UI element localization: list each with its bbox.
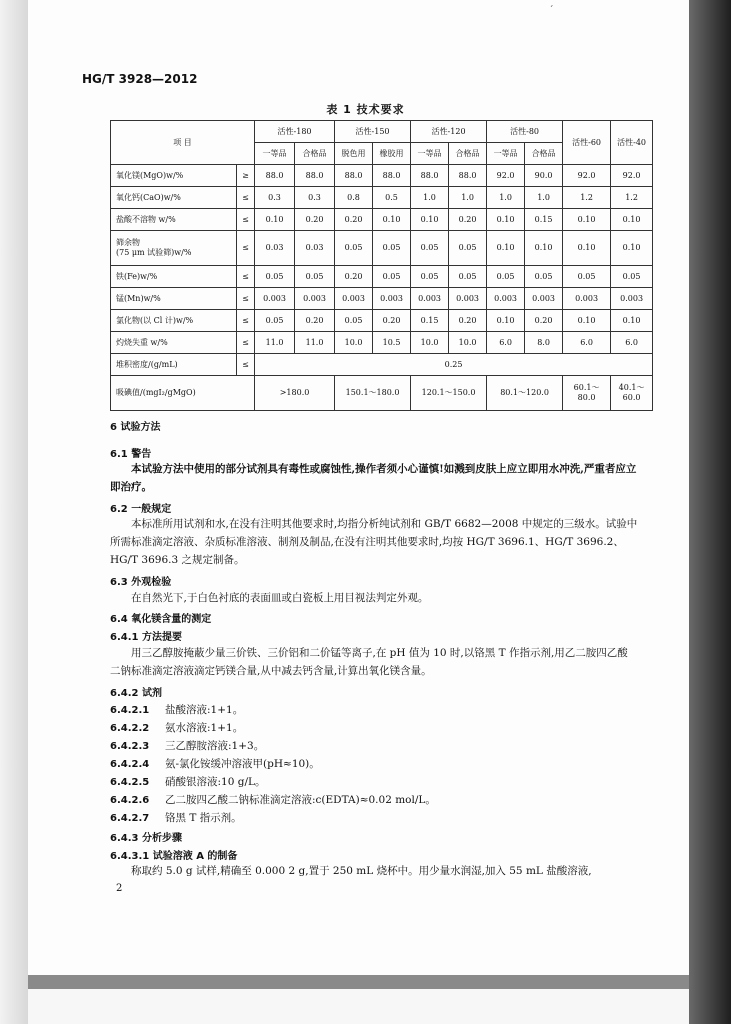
table-cell: 0.003 xyxy=(255,288,295,310)
table-cell: 0.10 xyxy=(255,209,295,231)
section-heading: 6.4 氧化镁含量的测定 xyxy=(110,614,212,625)
table-cell: 10.0 xyxy=(449,332,487,354)
range-low: 40.1～ xyxy=(618,383,645,392)
table-cell: 0.3 xyxy=(255,187,295,209)
table-cell: 0.5 xyxy=(373,187,411,209)
table-cell: 0.05 xyxy=(411,266,449,288)
row-label: 锰(Mn)w/% xyxy=(111,288,237,310)
table-cell: 0.05 xyxy=(411,231,449,266)
row-label-line: 筛余物 xyxy=(116,238,140,247)
row-label: 氧化钙(CaO)w/% xyxy=(111,187,237,209)
grade-header: 脱色用 xyxy=(335,143,373,165)
row-label: 铁(Fe)w/% xyxy=(111,266,237,288)
table-cell: 0.20 xyxy=(335,266,373,288)
row-label xyxy=(111,231,237,266)
table-cell: 0.003 xyxy=(295,288,335,310)
table-cell: 1.0 xyxy=(487,187,525,209)
grade-header: 合格品 xyxy=(525,143,563,165)
table-cell: 0.3 xyxy=(295,187,335,209)
table-cell: 0.10 xyxy=(373,209,411,231)
limit-symbol: ≤ xyxy=(237,310,255,332)
table-cell: 0.20 xyxy=(525,310,563,332)
table-cell: 0.10 xyxy=(487,310,525,332)
reagent-item: 6.4.2.4 氨-氯化铵缓冲溶液甲(pH≈10)。 xyxy=(110,758,320,770)
table-cell: 1.0 xyxy=(411,187,449,209)
table-cell: 92.0 xyxy=(611,165,653,187)
limit-symbol: ≤ xyxy=(237,332,255,354)
table-cell: 0.05 xyxy=(449,266,487,288)
limit-symbol: ≤ xyxy=(237,231,255,266)
scan-mark: ˊ xyxy=(549,6,554,16)
table-cell: 6.0 xyxy=(563,332,611,354)
table-cell: 0.20 xyxy=(449,209,487,231)
table-row xyxy=(111,266,653,288)
group-header: 活性-40 xyxy=(611,121,653,165)
table-cell: 0.05 xyxy=(373,231,411,266)
table-cell: 0.003 xyxy=(487,288,525,310)
table-cell: 0.10 xyxy=(563,209,611,231)
standard-number: HG/T 3928—2012 xyxy=(82,72,198,86)
table-cell: 120.1～150.0 xyxy=(411,376,487,411)
page-number: 2 xyxy=(116,883,123,894)
limit-symbol: ≤ xyxy=(237,266,255,288)
table-cell: 10.0 xyxy=(411,332,449,354)
table-cell: 0.10 xyxy=(611,209,653,231)
item-header: 项 目 xyxy=(111,121,255,165)
table-cell: 1.0 xyxy=(449,187,487,209)
row-label: 灼烧失重 w/% xyxy=(111,332,237,354)
table-cell: 0.8 xyxy=(335,187,373,209)
range-low: 60.1～ xyxy=(573,383,600,392)
table-cell: 0.05 xyxy=(563,266,611,288)
table-cell: 0.10 xyxy=(563,231,611,266)
table-cell: 0.003 xyxy=(335,288,373,310)
table-cell: 0.05 xyxy=(373,266,411,288)
table-row xyxy=(111,187,653,209)
table-cell: 8.0 xyxy=(525,332,563,354)
limit-symbol: ≤ xyxy=(237,354,255,376)
body-paragraph: 本标准所用试剂和水,在没有注明其他要求时,均指分析纯试剂和 GB/T 6682—2008 中规定的三级水。试验中所需标准滴定溶液、杂质标准溶液、制剂及制品,在没有注明其他要求时,均按 HG/T 3696.1、HG/T 3696.2、HG/T 3696.3 之规定制备。 xyxy=(110,518,638,566)
table-cell: 0.05 xyxy=(295,266,335,288)
body-paragraph: 称取约 5.0 g 试样,精确至 0.000 2 g,置于 250 mL 烧杯中。用少量水润湿,加入 55 mL 盐酸溶液, xyxy=(131,865,592,877)
table-cell: 92.0 xyxy=(563,165,611,187)
table-cell: 80.1～120.0 xyxy=(487,376,563,411)
table-cell: 11.0 xyxy=(295,332,335,354)
table-cell: 0.05 xyxy=(449,231,487,266)
limit-symbol: ≤ xyxy=(237,288,255,310)
limit-symbol: ≤ xyxy=(237,187,255,209)
row-label: 氧化镁(MgO)w/% xyxy=(111,165,237,187)
table-title: 表 1 技术要求 xyxy=(326,103,405,116)
table-cell: 0.20 xyxy=(335,209,373,231)
table-cell: 1.2 xyxy=(563,187,611,209)
table-cell: 0.003 xyxy=(525,288,563,310)
table-cell: 1.2 xyxy=(611,187,653,209)
reagent-item: 6.4.2.1 盐酸溶液:1+1。 xyxy=(110,704,244,716)
section-heading: 6.4.3 分析步骤 xyxy=(110,833,182,844)
table-cell: 0.03 xyxy=(255,231,295,266)
section-heading: 6.4.1 方法提要 xyxy=(110,632,182,643)
table-row xyxy=(111,288,653,310)
table-cell: 0.20 xyxy=(295,310,335,332)
table-cell: 0.15 xyxy=(411,310,449,332)
grade-header: 一等品 xyxy=(411,143,449,165)
table-cell: 0.20 xyxy=(449,310,487,332)
warning-paragraph: 本试验方法中使用的部分试剂具有毒性或腐蚀性,操作者须小心谨慎!如溅到皮肤上应立即用水冲洗,严重者应立即治疗。 xyxy=(110,463,637,493)
reagent-item: 6.4.2.6 乙二胺四乙酸二钠标准滴定溶液:c(EDTA)≈0.02 mol/L。 xyxy=(110,794,436,806)
table-cell: 0.10 xyxy=(411,209,449,231)
table-cell: 6.0 xyxy=(611,332,653,354)
viewer-right-margin xyxy=(689,0,731,1024)
viewer-left-margin xyxy=(0,0,28,1024)
table-cell: 10.0 xyxy=(335,332,373,354)
table-row xyxy=(111,310,653,332)
table-cell: 0.10 xyxy=(611,310,653,332)
table-cell: 88.0 xyxy=(373,165,411,187)
next-page-edge xyxy=(28,989,689,1024)
table-cell: 0.10 xyxy=(611,231,653,266)
group-header: 活性-180 xyxy=(255,121,335,143)
group-header: 活性-80 xyxy=(487,121,563,143)
row-label: 吸碘值/(mgI₂/gMgO) xyxy=(111,376,255,411)
spec-table xyxy=(110,120,653,411)
row-label: 堆积密度/(g/mL) xyxy=(111,354,237,376)
reagent-item: 6.4.2.7 铬黑 T 指示剂。 xyxy=(110,812,242,824)
table-cell: 0.05 xyxy=(335,231,373,266)
table-cell: 6.0 xyxy=(487,332,525,354)
body-paragraph: 在自然光下,于白色衬底的表面皿或白瓷板上用目视法判定外观。 xyxy=(131,592,429,604)
table-cell: 11.0 xyxy=(255,332,295,354)
table-row xyxy=(111,165,653,187)
table-cell: 88.0 xyxy=(449,165,487,187)
table-cell: >180.0 xyxy=(255,376,335,411)
table-cell: 0.20 xyxy=(295,209,335,231)
row-label: 盐酸不溶物 w/% xyxy=(111,209,237,231)
section-heading: 6 试验方法 xyxy=(110,422,161,433)
table-cell: 0.20 xyxy=(373,310,411,332)
table-row xyxy=(111,209,653,231)
table-cell xyxy=(563,376,611,411)
table-cell: 88.0 xyxy=(411,165,449,187)
range-high: 60.0 xyxy=(622,393,641,402)
row-label-line: (75 μm 试验筛)w/% xyxy=(116,248,192,257)
table-cell: 0.003 xyxy=(611,288,653,310)
row-label: 氯化物(以 Cl 计)w/% xyxy=(111,310,237,332)
table-row xyxy=(111,332,653,354)
body-paragraph: 用三乙醇胺掩蔽少量三价铁、三价铝和二价锰等离子,在 pH 值为 10 时,以铬黑 T 作指示剂,用乙二胺四乙酸二钠标准滴定溶液滴定钙镁合量,从中减去钙含量,计算出氧化镁含量。 xyxy=(110,647,628,677)
table-cell: 0.10 xyxy=(487,231,525,266)
table-cell: 0.003 xyxy=(411,288,449,310)
section-heading: 6.1 警告 xyxy=(110,449,152,460)
table-cell: 0.05 xyxy=(255,266,295,288)
table-cell: 0.05 xyxy=(487,266,525,288)
table-cell: 0.25 xyxy=(255,354,653,376)
table-cell: 0.05 xyxy=(525,266,563,288)
table-cell: 92.0 xyxy=(487,165,525,187)
reagent-item: 6.4.2.3 三乙醇胺溶液:1+3。 xyxy=(110,740,265,752)
grade-header: 橡胶用 xyxy=(373,143,411,165)
table-cell: 0.05 xyxy=(335,310,373,332)
grade-header: 合格品 xyxy=(295,143,335,165)
group-header: 活性-60 xyxy=(563,121,611,165)
grade-header: 一等品 xyxy=(255,143,295,165)
table-cell: 150.1～180.0 xyxy=(335,376,411,411)
reagent-item: 6.4.2.2 氨水溶液:1+1。 xyxy=(110,722,244,734)
table-row xyxy=(111,231,653,266)
section-heading: 6.3 外观检验 xyxy=(110,577,172,588)
table-cell: 0.10 xyxy=(525,231,563,266)
table-cell: 0.003 xyxy=(563,288,611,310)
table-cell: 10.5 xyxy=(373,332,411,354)
table-cell: 0.10 xyxy=(563,310,611,332)
table-cell: 0.05 xyxy=(255,310,295,332)
group-header: 活性-120 xyxy=(411,121,487,143)
page-gap xyxy=(28,975,689,989)
group-header: 活性-150 xyxy=(335,121,411,143)
table-cell: 90.0 xyxy=(525,165,563,187)
table-cell: 1.0 xyxy=(525,187,563,209)
range-high: 80.0 xyxy=(577,393,596,402)
limit-symbol: ≤ xyxy=(237,209,255,231)
grade-header: 合格品 xyxy=(449,143,487,165)
section-heading: 6.4.2 试剂 xyxy=(110,688,162,699)
table-cell: 0.003 xyxy=(373,288,411,310)
reagent-item: 6.4.2.5 硝酸银溶液:10 g/L。 xyxy=(110,776,266,788)
table-cell: 88.0 xyxy=(335,165,373,187)
table-cell: 0.10 xyxy=(487,209,525,231)
table-cell xyxy=(611,376,653,411)
section-heading: 6.4.3.1 试验溶液 A 的制备 xyxy=(110,851,238,862)
table-cell: 88.0 xyxy=(295,165,335,187)
grade-header: 一等品 xyxy=(487,143,525,165)
table-cell: 0.05 xyxy=(611,266,653,288)
table-cell: 88.0 xyxy=(255,165,295,187)
limit-symbol: ≥ xyxy=(237,165,255,187)
section-heading: 6.2 一般规定 xyxy=(110,504,172,515)
table-cell: 0.003 xyxy=(449,288,487,310)
table-cell: 0.03 xyxy=(295,231,335,266)
table-cell: 0.15 xyxy=(525,209,563,231)
